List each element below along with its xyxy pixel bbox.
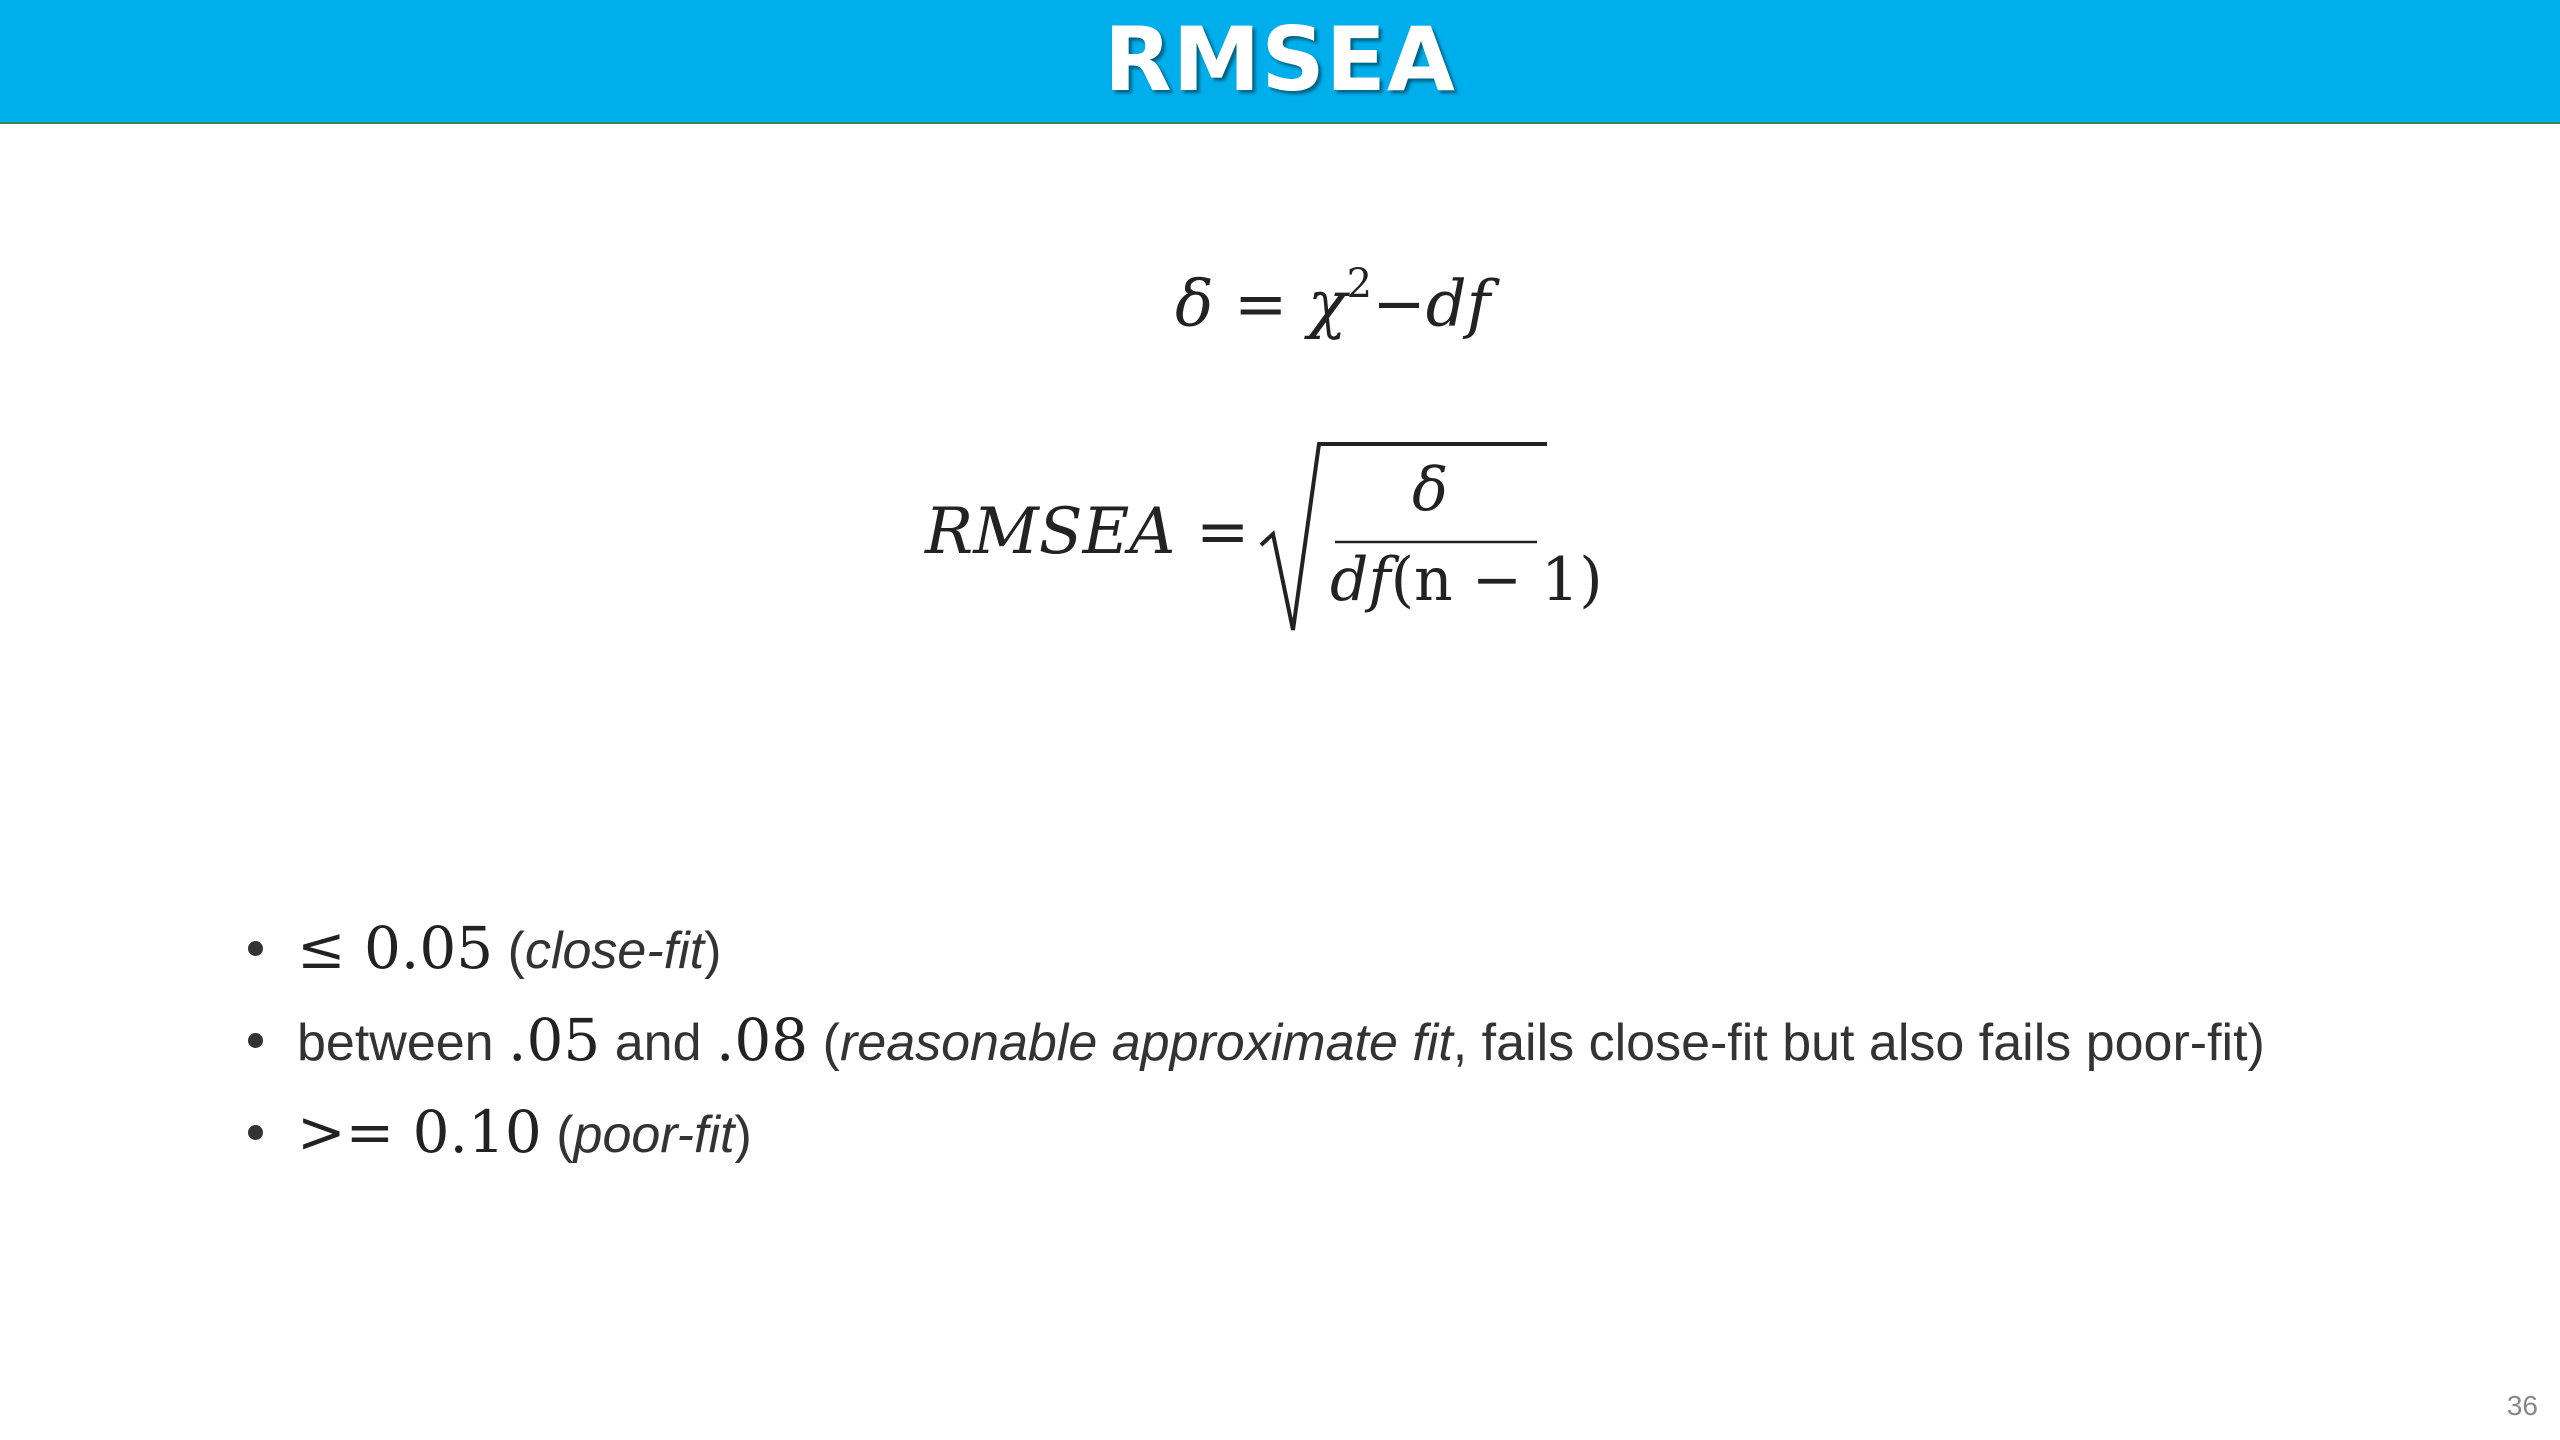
between-text: between: [297, 1014, 509, 1072]
delta-formula: [1175, 250, 1490, 344]
chi-exponent: 2: [1346, 261, 1373, 307]
close-fit-threshold: ≤ 0.05: [297, 914, 494, 982]
denominator-df: df: [1330, 545, 1391, 615]
denominator-paren: (n − 1): [1390, 545, 1603, 615]
rmsea-lhs: [925, 492, 1249, 572]
equals-sign: =: [1233, 267, 1288, 342]
close-fit-label: close-fit: [524, 922, 705, 980]
reasonable-fit-label: reasonable approximate fit: [839, 1014, 1453, 1072]
fraction-numerator: δ: [1411, 455, 1449, 525]
and-text: and: [600, 1014, 716, 1072]
chi-symbol: χ: [1307, 267, 1347, 342]
rmsea-symbol: RMSEA: [925, 495, 1176, 569]
title-bar: [0, 0, 2560, 124]
fraction-denominator: [1330, 545, 1603, 615]
rmsea-formula: [925, 430, 1625, 650]
paren-open: (: [493, 922, 525, 980]
lower-threshold: .05: [508, 1006, 601, 1074]
slide-title: RMSEA: [1104, 8, 1456, 111]
reasonable-fit-note: , fails close-fit but also fails poor-fit): [1452, 1014, 2265, 1072]
bullet-dot: [248, 1125, 263, 1140]
delta-symbol: δ: [1175, 267, 1214, 342]
paren-close: ): [734, 1106, 752, 1164]
bullet-dot: [248, 1033, 263, 1048]
paren-open: (: [541, 1106, 574, 1164]
upper-threshold: .08: [715, 1006, 809, 1074]
bullet-dot: [248, 941, 263, 956]
poor-fit-threshold: >= 0.10: [297, 1098, 542, 1166]
paren-open: (: [808, 1014, 840, 1072]
poor-fit-label: poor-fit: [573, 1106, 735, 1164]
minus-df: −df: [1372, 267, 1491, 342]
paren-close: ): [704, 922, 722, 980]
rmsea-equals: =: [1195, 495, 1250, 569]
page-number: 36: [2506, 1390, 2538, 1421]
